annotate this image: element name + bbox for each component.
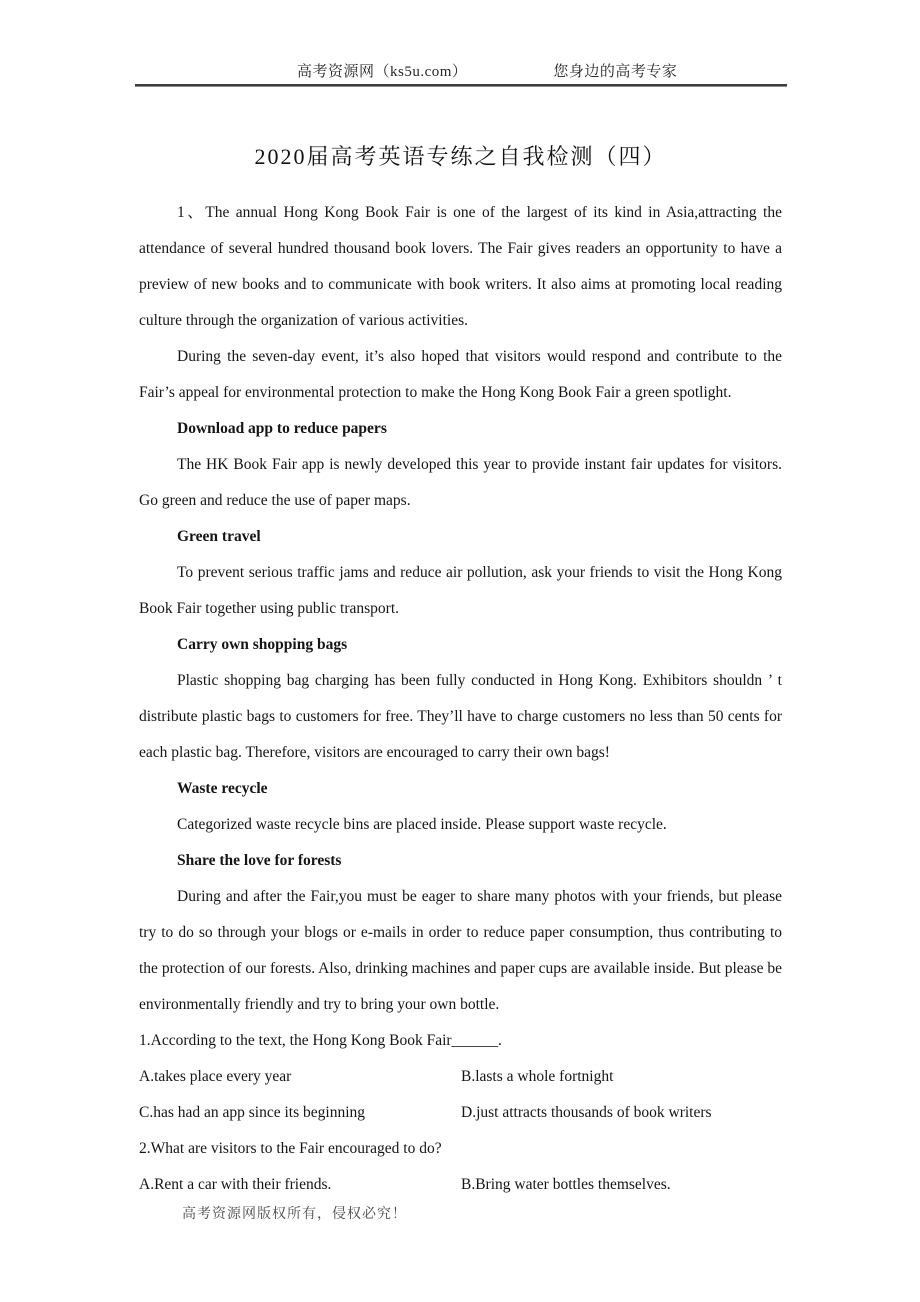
question-2-options [139, 1167, 782, 1203]
passage-paragraph: During and after the Fair,you must be eager to share many photos with your friends, but please try to do so through your blogs or e-mails in order to reduce paper consumption, thus contributing to the protection of our forests. Also, drinking machines and paper cups are available inside. But please be environmentally friendly and try to bring your own bottle. [139, 888, 782, 1013]
document-body [139, 139, 782, 1203]
section-heading: Green travel [177, 528, 261, 545]
passage-paragraph: During the seven-day event, it’s also hoped that visitors would respond and contribute to the Fair’s appeal for environmental protection to make the Hong Kong Book Fair a green spotlight. [139, 348, 782, 401]
section-heading: Carry own shopping bags [177, 636, 348, 653]
passage-paragraph: To prevent serious traffic jams and reduce air pollution, ask your friends to visit the Hong Kong Book Fair together using public transport. [139, 564, 782, 617]
option-b: B.lasts a whole fortnight [461, 1068, 614, 1085]
header-site-name: 高考资源网（ks5u.com） [297, 64, 468, 80]
option-d: D.just attracts thousands of book writers [461, 1104, 712, 1121]
header-slogan: 您身边的高考专家 [553, 64, 678, 80]
section-heading: Download app to reduce papers [177, 420, 387, 437]
passage-paragraph: Categorized waste recycle bins are placed inside. Please support waste recycle. [177, 816, 667, 833]
option-a: A.takes place every year [139, 1068, 292, 1085]
question-1-stem: 1.According to the text, the Hong Kong Book Fair______. [139, 1032, 502, 1049]
section-heading: Waste recycle [177, 780, 268, 797]
header-divider [135, 84, 787, 87]
passage-paragraph: Plastic shopping bag charging has been fully conducted in Hong Kong. Exhibitors shouldn ’ t distribute plastic bags to customers for free. They’ll have to charge customers no less than 50 cents for each plastic bag. Therefore, visitors are encouraged to carry their own bags! [139, 672, 782, 761]
passage-paragraph: The HK Book Fair app is newly developed this year to provide instant fair updates for visitors. Go green and reduce the use of paper maps. [139, 456, 782, 509]
option-b: B.Bring water bottles themselves. [461, 1176, 671, 1193]
question-1-options [139, 1059, 782, 1131]
question-2-stem: 2.What are visitors to the Fair encouraged to do? [139, 1140, 442, 1157]
page-title: 2020届高考英语专练之自我检测（四） [254, 144, 667, 169]
option-c: C.has had an app since its beginning [139, 1104, 365, 1121]
passage-paragraph: 1、The annual Hong Kong Book Fair is one of the largest of its kind in Asia,attracting the attendance of several hundred thousand book lovers. The Fair gives readers an opportunity to have a preview of new books and to communicate with book writers. It also aims at promoting local reading culture through the organization of various activities. [139, 204, 782, 329]
footer-copyright: 高考资源网版权所有，侵权必究！ [182, 1207, 407, 1222]
section-heading: Share the love for forests [177, 852, 342, 869]
page-header [139, 60, 782, 81]
option-a: A.Rent a car with their friends. [139, 1176, 332, 1193]
